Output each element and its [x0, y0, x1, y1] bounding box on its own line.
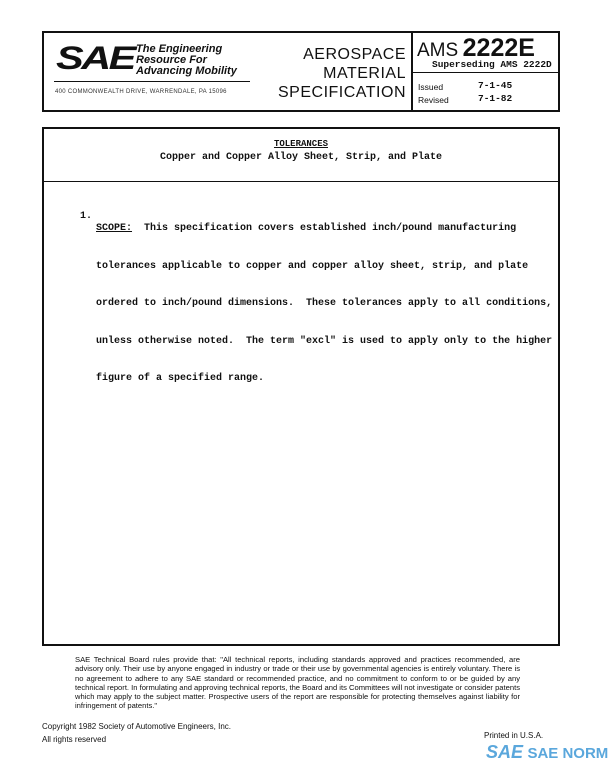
rights: All rights reserved	[42, 735, 107, 744]
doc-subtitle: Copper and Copper Alloy Sheet, Strip, and Plate	[159, 152, 443, 163]
copyright: Copyright 1982 Society of Automotive Engineers, Inc.	[42, 722, 231, 731]
doc-type-line: MATERIAL	[323, 65, 406, 82]
body-line: This specification covers established inch/pound manufacturing	[144, 223, 517, 234]
sae-watermark-logo: SAE	[486, 742, 524, 762]
body-line: figure of a specified range.	[96, 373, 265, 384]
sae-norm-watermark	[486, 742, 608, 763]
scope-section	[74, 198, 553, 384]
doc-heading: TOLERANCES	[273, 139, 328, 149]
body-line: tolerances applicable to copper and copper alloy sheet, strip, and plate	[96, 260, 529, 272]
ams-code: 2222E	[462, 34, 535, 62]
sae-logo: SAE	[56, 40, 134, 76]
issued-label: Issued	[418, 82, 444, 92]
ams-prefix: AMS	[417, 40, 459, 61]
address: 400 COMMONWEALTH DRIVE, WARRENDALE, PA 15096	[55, 89, 227, 95]
watermark-text: SAE NORM	[527, 745, 608, 762]
printed-in: Printed in U.S.A.	[484, 731, 544, 740]
revised-date: 7-1-82	[478, 93, 513, 104]
body-line: ordered to inch/pound dimensions. These tolerances apply to all conditions,	[96, 298, 553, 309]
issued-date: 7-1-45	[478, 80, 513, 91]
doc-type-line: SPECIFICATION	[278, 84, 406, 101]
section-heading: SCOPE:	[96, 223, 133, 234]
body-line: unless otherwise noted. The term "excl" is used to apply only to the higher	[96, 335, 553, 347]
superseding: Superseding AMS 2222D	[432, 59, 552, 70]
document-type	[270, 45, 406, 102]
section-number: 1.	[80, 210, 93, 222]
tagline-line: The Engineering	[136, 43, 223, 55]
doc-type-line: AEROSPACE	[303, 46, 406, 63]
disclaimer: SAE Technical Board rules provide that: "All technical reports, including standards approved and practices recommended, are advisory only. Their use by anyone engaged in industry or trade or their use by governmental agencies is entirely voluntary. There is no agreement to adhere to any SAE standard or recommended practice, and no commitment to conform to or be guided by any technical report. In formulating and approving technical reports, the Board and its Committees will not investigate or consider patents which may apply to the subject matter. Prospective users of the report are responsible for protecting themselves against liability for infringement of patents."	[75, 655, 520, 711]
tagline	[136, 44, 237, 77]
tagline-line: Advancing Mobility	[136, 65, 237, 77]
tagline-line: Resource For	[136, 54, 207, 66]
revised-label: Revised	[418, 95, 449, 105]
